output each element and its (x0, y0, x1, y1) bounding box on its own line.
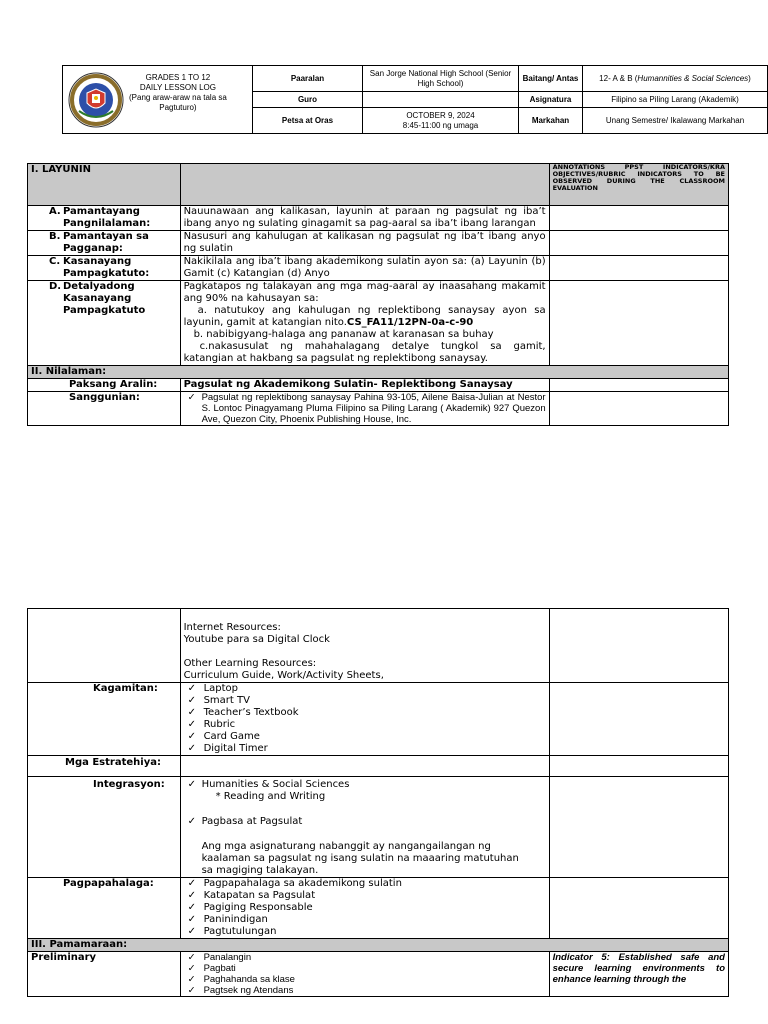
row-text-b: Nasusuri ang kahulugan at kalikasan ng pagsulat ng iba’t ibang anyo ng sulatin (180, 231, 549, 256)
sanggunian-ann (549, 392, 728, 426)
resources-value: Internet Resources: Youtube para sa Digital Clock Other Learning Resources: Curriculum Guide, Work/Activity Sheets, (180, 609, 549, 683)
integrasyon-value: ✓ Humanities & Social Sciences * Reading and Writing ✓ Pagbasa at Pagsulat Ang mga asignaturang nabanggit ay nangangailangan ng kaalaman sa pagsulat ng isang sulatin na maaaring matutuhan sa magiging talakayan. (180, 777, 549, 878)
asignatura-label: Asignatura (519, 92, 583, 108)
list-item: ✓ Card Game (187, 731, 260, 742)
pagpapahalaga-label: Pagpapahalaga: (28, 878, 181, 939)
baitang-label: Baitang/ Antas (519, 66, 583, 92)
list-item: ✓ Teacher’s Textbook (187, 707, 299, 718)
list-item: ✓ Digital Timer (187, 743, 268, 754)
kagamitan-ann (549, 683, 728, 756)
integrasyon-ann (549, 777, 728, 878)
row-ann-c (549, 256, 728, 281)
list-item: ✓ Katapatan sa Pagsulat (187, 890, 316, 901)
integrasyon-label: Integrasyon: (28, 777, 181, 878)
row-label-c: C. Kasanayang Pampagkatuto: (28, 256, 181, 281)
section-nilalaman: II. Nilalaman: (28, 366, 729, 379)
paksa-label: Paksang Aralin: (28, 379, 181, 392)
deped-seal-icon (65, 71, 127, 129)
list-item: ✓ Paninindigan (187, 914, 268, 925)
petsa-value: OCTOBER 9, 2024 8:45-11:00 ng umaga (363, 108, 519, 134)
petsa-label: Petsa at Oras (253, 108, 363, 134)
resources-label (28, 609, 181, 683)
pagpapahalaga-list (180, 878, 549, 939)
list-item: ✓ Smart TV (187, 695, 250, 706)
paaralan-value: San Jorge National High School (Senior High School) (363, 66, 519, 92)
list-item: ✓ Pagpapahalaga sa akademikong sulatin (187, 878, 402, 889)
sanggunian-label: Sanggunian: (28, 392, 181, 426)
baitang-value: 12- A & B (Humannities & Social Sciences) (583, 66, 768, 92)
kagamitan-label: Kagamitan: (28, 683, 181, 756)
list-item: ✓ Pagtsek ng Atendans (187, 985, 294, 996)
row-text-a: Nauunawaan ang kalikasan, layunin at paraan ng pagsulat ng iba’t ibang anyo ng sulating ginagamit sa pag-aaral sa iba’t ibang larangan (180, 206, 549, 231)
asignatura-value: Filipino sa Piling Larang (Akademik) (583, 92, 768, 108)
estratehiya-value (180, 756, 549, 777)
section-pamamaraan: III. Pamamaraan: (28, 939, 729, 952)
list-item: ✓ Rubric (187, 719, 236, 730)
guro-value (363, 92, 519, 108)
sanggunian-value: ✓ Pagsulat ng replektibong sanaysay Pahina 93-105, Ailene Baisa-Julian at Nestor S. Lontoc Pinagyamang Pluma Filipino sa Piling Larang ( Akademik) 927 Quezon Ave, Quezon City, Phoenix Publishing House, Inc. (180, 392, 549, 426)
paksa-value: Pagsulat ng Akademikong Sulatin- Replektibong Sanaysay (180, 379, 549, 392)
estratehiya-label: Mga Estratehiya: (28, 756, 181, 777)
list-item: ✓ Pagtutulungan (187, 926, 277, 937)
lesson-table-2 (27, 608, 729, 997)
logo-cell (63, 66, 253, 134)
pagpapahalaga-ann (549, 878, 728, 939)
preliminary-label: Preliminary (28, 952, 181, 997)
list-item: ✓ Pagbati (187, 963, 236, 974)
preliminary-indicator: Indicator 5: Established safe and secure learning environments to enhance learning through the (549, 952, 728, 997)
row-ann-d (549, 281, 728, 366)
section-layunin: I. LAYUNIN (28, 164, 181, 206)
lesson-table-1 (27, 163, 729, 426)
row-label-d: D. Detalyadong Kasanayang Pampagkatuto (28, 281, 181, 366)
resources-ann (549, 609, 728, 683)
kagamitan-list (180, 683, 549, 756)
annotations-header: ANNOTATIONS PPST INDICATORS/KRA OBJECTIVES/RUBRIC INDICATORS TO BE OBSERVED DURING THE CLASSROOM EVALUATION (549, 164, 728, 206)
row-label-b: B. Pamantayan sa Pagganap: (28, 231, 181, 256)
paksa-ann (549, 379, 728, 392)
row-ann-b (549, 231, 728, 256)
list-item: ✓ Paghahanda sa klase (187, 974, 295, 985)
row-text-d: Pagkatapos ng talakayan ang mga mag-aaral ay inaasahang makamit ang 90% na kahusayan sa: a. natutukoy ang kahulugan ng replektibong sanaysay ayon sa layunin, gamit at katangian nito.CS_FA11/12PN-0a-c-90 b. nabibigyang-halaga ang pananaw at karanasan sa buhay c.nakasusulat ng mahahalagang detalye tungkol sa gamit, katangian at hakbang sa pagsulat ng replektibong sanaysay. (180, 281, 549, 366)
list-item: ✓ Panalangin (187, 952, 252, 963)
guro-label: Guro (253, 92, 363, 108)
estratehiya-ann (549, 756, 728, 777)
markahan-value: Unang Semestre/ Ikalawang Markahan (583, 108, 768, 134)
markahan-label: Markahan (519, 108, 583, 134)
preliminary-list (180, 952, 549, 997)
paaralan-label: Paaralan (253, 66, 363, 92)
header-blank (180, 164, 549, 206)
row-label-a: A. Pamantayang Pangnilalaman: (28, 206, 181, 231)
list-item: ✓ Laptop (187, 683, 238, 694)
list-item: ✓ Pagiging Responsable (187, 902, 313, 913)
row-ann-a (549, 206, 728, 231)
row-text-c: Nakikilala ang iba’t ibang akademikong sulatin ayon sa: (a) Layunin (b) Gamit (c) Katangian (d) Anyo (180, 256, 549, 281)
logo-title: GRADES 1 TO 12 DAILY LESSON LOG (Pang araw-araw na tala sa Pagtuturo) (129, 72, 227, 112)
header-table (62, 65, 768, 134)
